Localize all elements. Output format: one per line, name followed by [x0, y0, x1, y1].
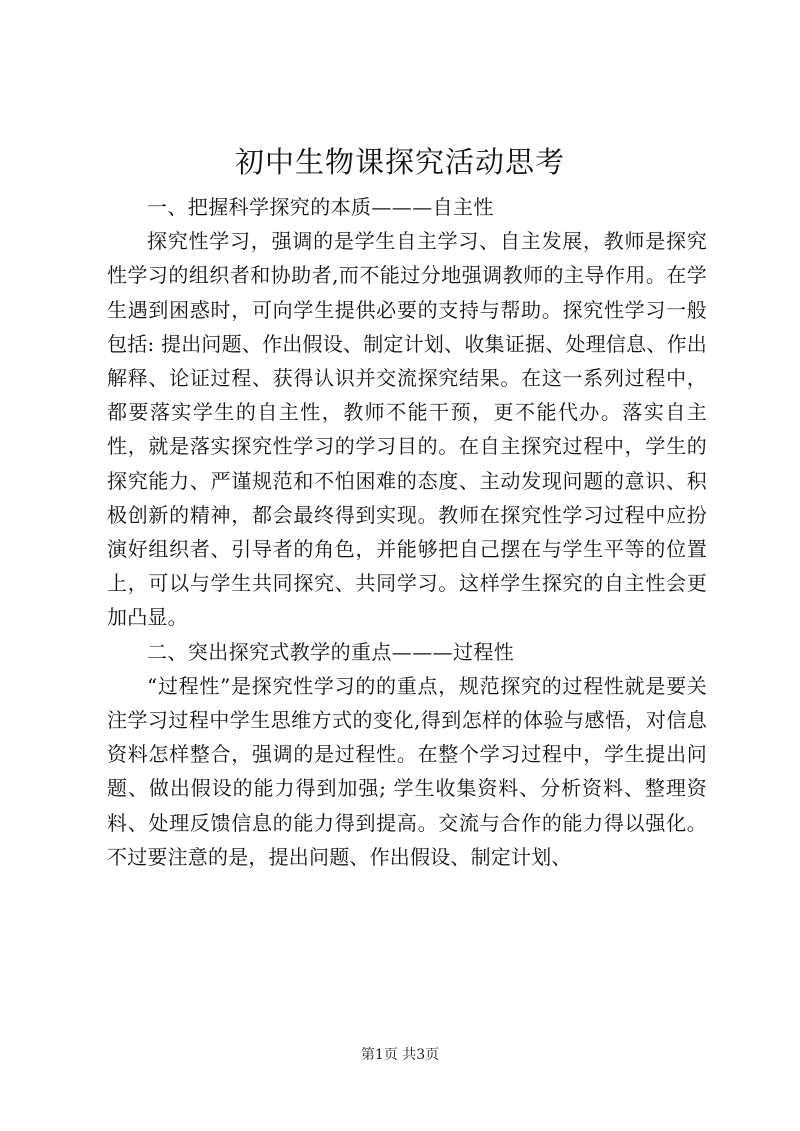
- page-footer: 第1页 共3页: [360, 1047, 440, 1063]
- section-paragraph: 探究性学习，强调的是学生自主学习、自主发展，教师是探究性学习的组织者和协助者,而不能过分地强调教师的主导作用。在学生遇到困惑时，可向学生提供必要的支持与帮助。探究性学习一般包括: 提出问题、作出假设、制定计划、收集证据、处理信息、作出解释、论证过程、获得认识并交流探究结果。在这一系列过程中，都要落实学生的自主性，教师不能干预，更不能代办。落实自主性，就是落实探究性学习的学习目的。在自主探究过程中，学生的探究能力、严谨规范和不怕困难的态度、主动发现问题的意识、积极创新的精神，都会最终得到实现。教师在探究性学习过程中应扮演好组织者、引导者的角色，并能够把自己摆在与学生平等的位置上，可以与学生共同探究、共同学习。这样学生探究的自主性会更加凸显。: [107, 229, 707, 630]
- section-heading: 二、突出探究式教学的重点———过程性: [147, 639, 515, 664]
- document-title: 初中生物课探究活动思考: [234, 145, 565, 179]
- document-body: [107, 190, 707, 874]
- section-paragraph: “过程性”是探究性学习的的重点，规范探究的过程性就是要关注学习过程中学生思维方式的变化,得到怎样的体验与感悟，对信息资料怎样整合，强调的是过程性。在整个学习过程中，学生提出问题、做出假设的能力得到加强; 学生收集资料、分析资料、整理资料、处理反馈信息的能力得到提高。交流与合作的能力得以强化。不过要注意的是，提出问题、作出假设、制定计划、: [107, 673, 707, 869]
- section-heading: 一、把握科学探究的本质———自主性: [147, 195, 494, 219]
